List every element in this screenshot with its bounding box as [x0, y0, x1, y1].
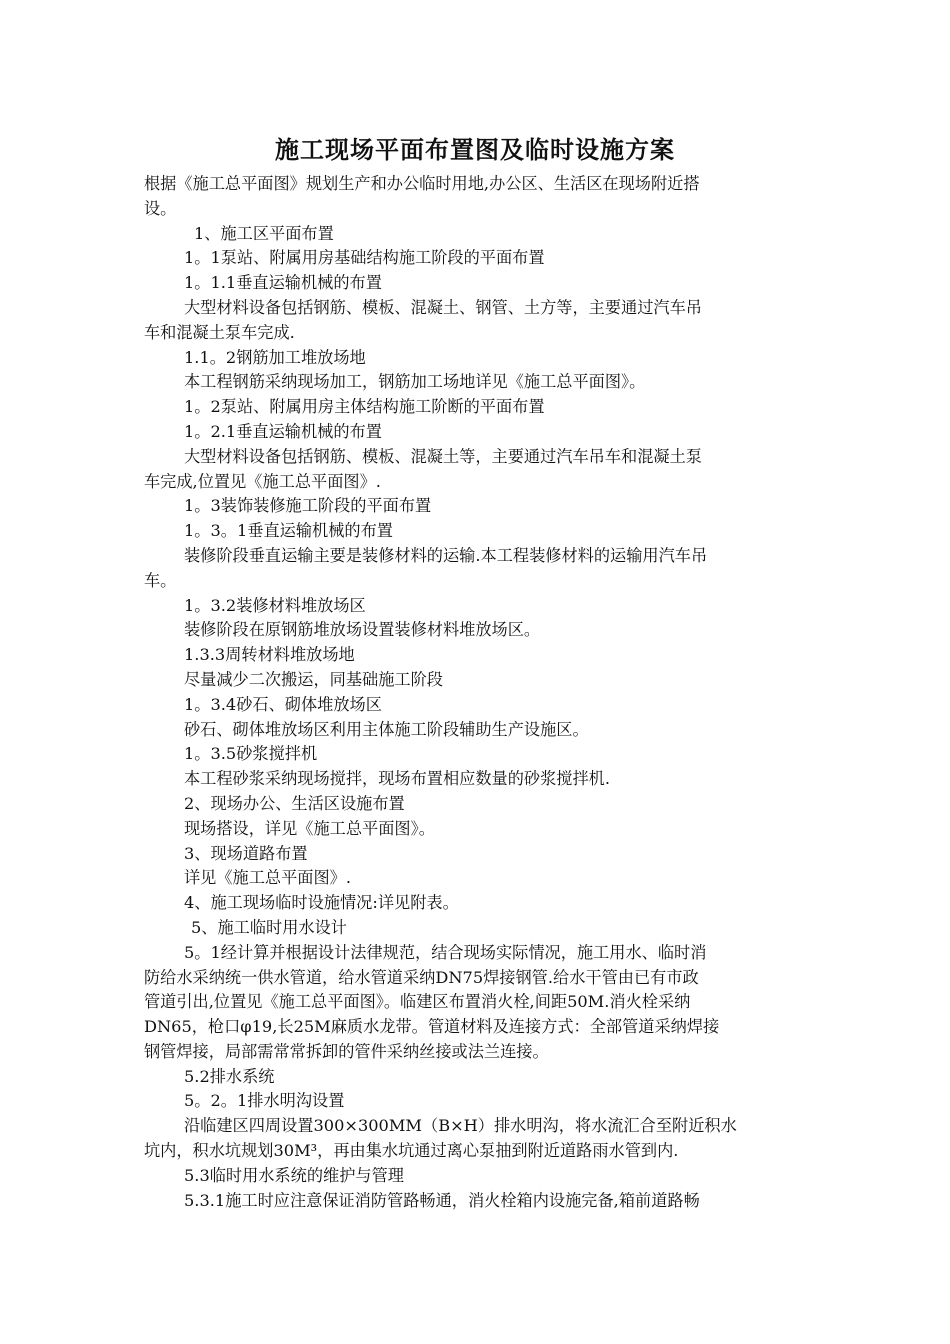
paragraph-line-19: DN65，枪口φ19,长25M麻质水龙带。管道材料及连接方式：全部管道采纳焊接	[144, 1017, 720, 1037]
paragraph-line-5: 本工程钢筋采纳现场加工，钢筋加工场地详见《施工总平面图》。	[184, 372, 646, 392]
subsection-heading-5-2: 5.2排水系统	[184, 1066, 275, 1086]
section-heading-3: 3、现场道路布置	[184, 843, 308, 863]
section-heading-2: 2、现场办公、生活区设施布置	[184, 793, 405, 813]
subsection-heading-5-3: 5.3临时用水系统的维护与管理	[184, 1165, 404, 1185]
paragraph-line-2: 设。	[144, 198, 177, 218]
section-heading-4: 4、施工现场临时设施情况:详见附表。	[184, 893, 459, 913]
paragraph-line-8: 装修阶段垂直运输主要是装修材料的运输.本工程装修材料的运输用汽车吊	[184, 545, 708, 565]
paragraph-line-10: 装修阶段在原钢筋堆放场设置装修材料堆放场区。	[184, 620, 541, 640]
paragraph-line-18: 管道引出,位置见《施工总平面图》。临建区布置消火栓,间距50M.消火栓采纳	[144, 992, 691, 1012]
subsection-heading-1-2: 1。2泵站、附属用房主体结构施工阶断的平面布置	[184, 397, 545, 417]
subsection-heading-5-2-1: 5。2。1排水明沟设置	[184, 1091, 345, 1111]
subsection-heading-1-2-1: 1。2.1垂直运输机械的布置	[184, 421, 382, 441]
paragraph-line-21: 沿临建区四周设置300×300MM（B×H）排水明沟，将水流汇合至附近积水	[184, 1116, 737, 1136]
paragraph-line-17: 防给水采纳统一供水管道，给水管道采纳DN75焊接钢管.给水干管由已有市政	[144, 967, 699, 987]
subsection-heading-1-3-4: 1。3.4砂石、砌体堆放场区	[184, 694, 382, 714]
subsection-heading-1-1: 1。1泵站、附属用房基础结构施工阶段的平面布置	[184, 248, 545, 268]
paragraph-line-22: 坑内，积水坑规划30M³，再由集水坑通过离心泵抽到附近道路雨水管到内.	[144, 1141, 679, 1161]
subsection-heading-1-3-2: 1。3.2装修材料堆放场区	[184, 595, 366, 615]
document-body	[144, 172, 808, 1213]
subsection-heading-1-1-1: 1。1.1垂直运输机械的布置	[184, 273, 382, 293]
subsection-heading-1-3: 1。3装饰装修施工阶段的平面布置	[184, 496, 432, 516]
subsection-heading-1-3-3: 1.3.3周转材料堆放场地	[184, 645, 355, 665]
paragraph-line-9: 车。	[144, 570, 177, 590]
paragraph-line-7: 车完成,位置见《施工总平面图》.	[144, 471, 381, 491]
subsection-heading-1-3-1: 1。3。1垂直运输机械的布置	[184, 521, 393, 541]
subsection-heading-1-3-5: 1。3.5砂浆搅拌机	[184, 744, 318, 764]
paragraph-line-13: 本工程砂浆采纳现场搅拌，现场布置相应数量的砂浆搅拌机.	[184, 769, 611, 789]
paragraph-line-3: 大型材料设备包括钢筋、模板、混凝土、钢管、土方等，主要通过汽车吊	[184, 297, 702, 317]
paragraph-line-20: 钢管焊接，局部需常常拆卸的管件采纳丝接或法兰连接。	[144, 1041, 549, 1061]
paragraph-line-6: 大型材料设备包括钢筋、模板、混凝土等，主要通过汽车吊车和混凝土泵	[184, 446, 702, 466]
paragraph-line-15: 详见《施工总平面图》.	[184, 868, 352, 888]
paragraph-line-14: 现场搭设，详见《施工总平面图》。	[184, 818, 435, 838]
document-title: 施工现场平面布置图及临时设施方案	[275, 135, 675, 164]
section-heading-1: 1、施工区平面布置	[194, 223, 334, 243]
paragraph-line-16: 5。1经计算并根据设计法律规范，结合现场实际情况，施工用水、临时消	[184, 942, 707, 962]
paragraph-line-1: 根据《施工总平面图》规划生产和办公临时用地,办公区、生活区在现场附近搭	[144, 174, 700, 193]
paragraph-line-4: 车和混凝土泵车完成.	[144, 322, 295, 342]
paragraph-line-12: 砂石、砌体堆放场区利用主体施工阶段辅助生产设施区。	[184, 719, 589, 739]
subsection-heading-1-1-2: 1.1。2钢筋加工堆放场地	[184, 347, 366, 367]
section-heading-5: 5、施工临时用水设计	[191, 917, 347, 937]
subsection-heading-5-3-1: 5.3.1施工时应注意保证消防管路畅通，消火栓箱内设施完备,箱前道路畅	[184, 1190, 700, 1210]
paragraph-line-11: 尽量减少二次搬运，同基础施工阶段	[184, 669, 443, 689]
